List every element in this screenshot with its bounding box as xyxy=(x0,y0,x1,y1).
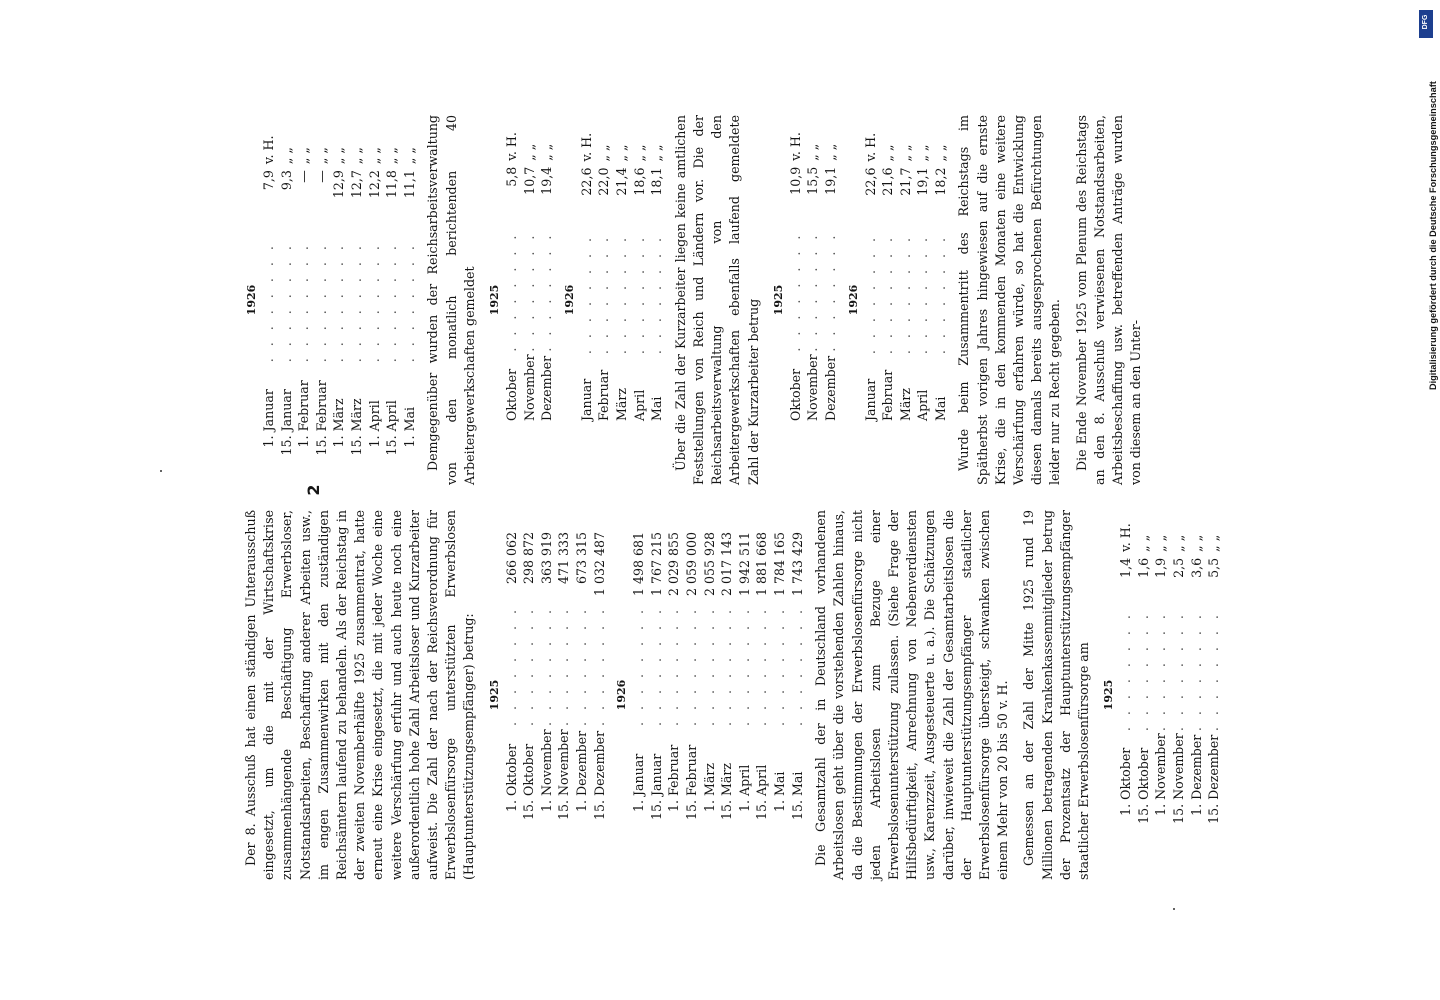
value-cell: 22,0 xyxy=(596,167,612,196)
unit-cell: „ „ xyxy=(384,147,400,165)
table-row xyxy=(804,115,822,421)
day-cell: 1. xyxy=(331,435,347,448)
value-cell: 2 059 000 xyxy=(683,531,699,597)
unit-cell: „ „ xyxy=(521,143,537,161)
leader-dots: . . . . . . . . xyxy=(261,242,276,363)
month-cell: Oktober xyxy=(1118,747,1134,800)
leader-dots: . . . . . . . . xyxy=(1170,611,1186,732)
year-heading: 1926 xyxy=(245,284,258,316)
month-cell: Dezember xyxy=(1206,734,1222,800)
month-cell: April xyxy=(384,400,400,432)
month-cell: April xyxy=(915,389,931,421)
scan-speck xyxy=(160,470,162,472)
table-row xyxy=(578,115,596,421)
day-cell: 15. xyxy=(384,435,400,456)
paragraph-total-unemployed: Die Gesamtzahl der in Deutschland vorhandenen Arbeitslosen geht über die vorstehenden Zahlen hinaus, da die Bestimmungen der Erwerbslosenfürsorge nicht jeden Arbeitslosen zum Bezuge einer Erwerbslosenunterstützung zulassen. (Siehe Frage der Hilfsbedürftigkeit, Anrechnung von Nebenverdiensten usw., Karenzzeit, Ausgesteuerte u. a.). Die Schätzungen darüber, inwieweit die Zahl der Gesamtarbeitslosen die der Hauptunterstützungsempfänger staatlicher Erwerbslosenfürsorge übersteigt, schwanken zwischen einem Mehr von 20 bis 50 v. H. xyxy=(813,510,1011,880)
union-table-1925 xyxy=(503,115,556,421)
month-cell: März xyxy=(348,398,364,432)
value-cell: 21,7 xyxy=(897,167,913,196)
table-row xyxy=(701,532,719,830)
table-row xyxy=(366,115,384,465)
month-cell: März xyxy=(613,387,629,421)
leader-dots: . . . . . . . . xyxy=(683,605,699,726)
day-cell: 1. xyxy=(736,800,752,813)
leader-dots: . . . . . . . . xyxy=(384,242,400,363)
leader-dots: . . . . . . . . xyxy=(538,605,554,726)
leader-dots: . . . . . . . . xyxy=(556,605,572,726)
month-cell: Februar xyxy=(296,380,312,432)
unit-cell: „ „ xyxy=(331,147,347,165)
month-cell: Februar xyxy=(666,744,682,796)
table-row xyxy=(1117,510,1135,830)
month-cell: November xyxy=(1153,733,1169,800)
table-row xyxy=(278,115,296,465)
leader-dots: . . . . . . . . xyxy=(313,242,329,363)
month-cell: November xyxy=(556,729,572,796)
unit-cell: „ „ xyxy=(313,147,329,165)
leader-dots: . . . . . . . . xyxy=(719,605,735,726)
unit-cell: v. H. xyxy=(578,132,594,162)
unit-cell: „ „ xyxy=(822,143,838,161)
table-row xyxy=(631,115,649,421)
table-row xyxy=(591,532,609,830)
month-cell: Oktober xyxy=(521,743,537,796)
month-cell: Oktober xyxy=(503,743,519,796)
day-cell: 15. xyxy=(521,800,537,821)
leader-dots: . . . . . . . . xyxy=(1188,611,1204,732)
day-cell: 15. xyxy=(556,800,572,821)
table-row xyxy=(771,532,789,830)
year-heading: 1925 xyxy=(1102,679,1116,711)
day-cell: 1. xyxy=(1188,803,1204,816)
unit-cell: „ „ xyxy=(631,144,647,162)
unit-cell: „ „ xyxy=(932,144,948,162)
paragraph-crisis: Wurde beim Zusammentritt des Reichstags im Spätherbst vorigen Jahres hingewiesen auf die ernste Krise, die in den kommenden Monaten eine weitere Verschärfung erfahren würde, so hat die Entwicklung diesen damals bereits ausgesprochenen Befürchtungen leider nur zu Recht gegeben. xyxy=(956,115,1063,485)
value-cell: 12,7 xyxy=(348,170,364,199)
leader-dots: . . . . . . . . xyxy=(736,605,752,726)
table-row xyxy=(401,115,419,465)
leader-dots: . . . . . . . . xyxy=(666,605,682,726)
unit-cell: „ „ xyxy=(401,147,417,165)
unit-cell: „ „ xyxy=(278,147,294,165)
paragraph-trade-unions: Demgegenüber wurden der Reichsarbeitsverwaltung von den monatlich berichtenden 40 Arbeitergewerkschaften gemeldet xyxy=(425,115,477,485)
value-cell: 22,6 xyxy=(862,167,878,196)
table-row xyxy=(1188,510,1206,830)
leader-dots: . . . . . . . . xyxy=(771,605,787,726)
day-cell: 1. xyxy=(366,435,382,448)
table-row xyxy=(789,532,807,830)
leader-dots: . . . . . . . . xyxy=(648,605,664,726)
percentage-table-1926 xyxy=(260,115,418,465)
value-cell: 10,9 xyxy=(787,166,803,195)
month-cell: November xyxy=(521,354,537,421)
year-heading: 1926 xyxy=(615,679,629,711)
leader-dots: . . . . . . . . xyxy=(915,234,931,355)
value-cell: 5,5 xyxy=(1206,557,1222,578)
year-heading: 1925 xyxy=(771,284,785,316)
month-cell: März xyxy=(331,398,347,432)
unit-cell: „ „ xyxy=(1206,534,1222,552)
unit-cell: „ „ xyxy=(805,143,821,161)
table-row xyxy=(313,115,331,465)
value-cell: 1,9 xyxy=(1153,557,1169,578)
paragraph-intro: Der 8. Ausschuß hat einen ständigen Unterausschuß eingesetzt, um die mit der Wirtschaftskrise zusammenhängende Beschäftigung Erwerbsloser, Notstandsarbeiten, Beschaffung anderer Arbeiten usw., im engen Zusammenwirken mit den zuständigen Reichsämtern laufend zu behandeln. Als der Reichstag in der zweiten Novemberhälfte 1925 zusammentrat, hatte erneut eine Krise eingesetzt, die mit jeder Woche eine weitere Verschärfung erfuhr und auch heute noch eine außerordentlich hohe Zahl Arbeitsloser und Kurzarbeiter aufweist. Die Zahl der nach der Reichsverordnung für Erwerbslosenfürsorge unterstützten Erwerbslosen (Hauptunterstützungsempfänger) betrug: xyxy=(243,510,477,880)
value-cell: 2 029 855 xyxy=(666,531,682,597)
value-cell: 1,6 xyxy=(1135,557,1151,578)
table-row xyxy=(383,115,401,465)
month-cell: März xyxy=(719,762,735,796)
day-cell: 15. xyxy=(1135,803,1151,824)
day-cell: 1. xyxy=(631,800,647,813)
table-row xyxy=(503,115,521,421)
value-cell: 363 919 xyxy=(538,531,554,585)
leader-dots: . . . . . . . . xyxy=(787,231,803,352)
day-cell: 1. xyxy=(296,435,312,448)
percentage-table-1925 xyxy=(1117,510,1223,830)
value-cell: 10,7 xyxy=(521,166,537,195)
unit-cell: „ „ xyxy=(897,144,913,162)
day-cell: 15. xyxy=(1206,803,1222,824)
value-cell: 7,9 xyxy=(261,170,276,191)
day-cell: 1. xyxy=(538,800,554,813)
day-cell: 1. xyxy=(401,435,417,448)
unit-cell: v. H. xyxy=(787,132,803,161)
value-cell: 19,4 xyxy=(539,166,555,195)
unit-cell: v. H. xyxy=(1118,523,1134,552)
table-row xyxy=(1205,510,1223,830)
value-cell: 1 743 429 xyxy=(789,531,805,597)
month-cell: April xyxy=(366,400,382,432)
month-cell: Oktober xyxy=(787,368,803,421)
month-cell: April xyxy=(754,764,770,796)
unit-cell: „ „ xyxy=(596,144,612,162)
day-cell: 15. xyxy=(648,800,664,821)
leader-dots: . . . . . . . . xyxy=(296,242,312,363)
unit-cell: „ „ xyxy=(915,144,931,162)
value-cell: 18,2 xyxy=(932,167,948,196)
month-cell: November xyxy=(1170,733,1186,800)
day-cell: 15. xyxy=(789,800,805,821)
leader-dots: . . . . . . . . xyxy=(822,231,838,352)
table-row xyxy=(897,115,915,421)
day-cell: 1. xyxy=(771,800,787,813)
leader-dots: . . . . . . . . xyxy=(503,231,519,352)
month-cell: April xyxy=(631,389,647,421)
month-cell: Dezember xyxy=(539,355,555,421)
unit-cell: v. H. xyxy=(503,132,519,161)
month-cell: Mai xyxy=(771,771,787,796)
month-cell: Mai xyxy=(649,396,665,421)
value-cell: 1 881 668 xyxy=(754,531,770,597)
value-cell: 21,4 xyxy=(613,167,629,196)
value-cell: 1 032 487 xyxy=(591,531,607,597)
month-cell: Januar xyxy=(261,389,276,432)
unemployed-table-1925 xyxy=(503,532,609,830)
table-row xyxy=(555,532,573,830)
value-cell: 19,1 xyxy=(822,166,838,195)
table-row xyxy=(914,115,932,421)
leader-dots: . . . . . . . . xyxy=(1118,611,1134,732)
month-cell: November xyxy=(538,729,554,796)
value-cell: 18,6 xyxy=(631,167,647,196)
month-cell: Februar xyxy=(596,369,612,421)
day-cell: 15. xyxy=(719,800,735,821)
table-row xyxy=(613,115,631,421)
leader-dots: . . . . . . . . xyxy=(1206,611,1222,732)
month-cell: Mai xyxy=(932,396,948,421)
leader-dots: . . . . . . . . xyxy=(521,231,537,352)
table-row xyxy=(879,115,897,421)
unit-cell: „ „ xyxy=(1188,534,1204,552)
table-row xyxy=(538,115,556,421)
value-cell: 1 767 215 xyxy=(648,531,664,597)
table-row xyxy=(503,532,521,830)
document-page xyxy=(220,115,1240,880)
value-cell: 1 942 511 xyxy=(736,531,752,597)
value-cell: 12,9 xyxy=(331,170,347,199)
day-cell: 1. xyxy=(1118,803,1134,816)
table-row xyxy=(630,532,648,830)
table-row xyxy=(521,115,539,421)
table-row xyxy=(822,115,840,421)
unemployed-table-1926 xyxy=(630,532,806,830)
value-cell: 11,8 xyxy=(384,170,400,199)
leader-dots: . . . . . . . . xyxy=(701,605,717,726)
unit-cell: „ „ xyxy=(348,147,364,165)
table-row xyxy=(648,115,666,421)
short-time-table-1926 xyxy=(862,115,950,421)
table-row xyxy=(787,115,805,421)
month-cell: März xyxy=(897,387,913,421)
unit-cell: „ „ xyxy=(649,144,665,162)
value-cell: 21,6 xyxy=(880,167,896,196)
value-cell: 1,4 xyxy=(1118,557,1134,578)
table-row xyxy=(718,532,736,830)
leader-dots: . . . . . . . . xyxy=(278,242,294,363)
leader-dots: . . . . . . . . xyxy=(613,234,629,355)
paragraph-short-time-workers: Über die Zahl der Kurzarbeiter liegen keine amtlichen Feststellungen von Reich und Ländern vor. Die der Reichsarbeitsverwaltung von den Arbeitergewerkschaften ebenfalls laufend gemeldete Zahl der Kurzarbeiter betrug xyxy=(672,115,761,485)
value-cell: 18,1 xyxy=(649,167,665,196)
leader-dots: . . . . . . . . xyxy=(539,231,555,352)
value-cell: 1 498 681 xyxy=(631,531,647,597)
leader-dots: . . . . . . . . xyxy=(862,234,878,355)
leader-dots: . . . . . . . . xyxy=(631,605,647,726)
table-row xyxy=(665,532,683,830)
leader-dots: . . . . . . . . xyxy=(805,231,821,352)
table-row xyxy=(595,115,613,421)
day-cell: 1. xyxy=(261,435,276,448)
leader-dots: . . . . . . . . xyxy=(754,605,770,726)
month-cell: Dezember xyxy=(574,730,590,796)
leader-dots: . . . . . . . . xyxy=(503,605,519,726)
paragraph-motions: Die Ende November 1925 vom Plenum des Reichstags an den 8. Ausschuß verwiesenen Notstandsarbeiten, Arbeitsbeschaffung usw. betreffenden Anträge wurden von diesem an den Unter- xyxy=(1073,115,1144,485)
value-cell: 673 315 xyxy=(574,531,590,585)
month-cell: Februar xyxy=(683,744,699,796)
page-number: 2 xyxy=(304,484,323,496)
table-row xyxy=(683,532,701,830)
day-cell: 1. xyxy=(503,800,519,813)
unit-cell: „ „ xyxy=(613,144,629,162)
unit-cell: „ „ xyxy=(296,147,312,165)
leader-dots: . . . . . . . . xyxy=(897,234,913,355)
leader-dots: . . . . . . . . xyxy=(631,234,647,355)
month-cell: Januar xyxy=(631,753,647,796)
union-table-1926 xyxy=(578,115,666,421)
day-cell: 15. xyxy=(591,800,607,821)
year-heading: 1926 xyxy=(846,284,860,316)
table-row xyxy=(1152,510,1170,830)
leader-dots: . . . . . . . . xyxy=(331,242,347,363)
table-row xyxy=(648,532,666,830)
value-cell: 1 784 165 xyxy=(771,531,787,597)
value-cell: 22,6 xyxy=(578,167,594,196)
day-cell: 15. xyxy=(1170,803,1186,824)
month-cell: Dezember xyxy=(591,730,607,796)
month-cell: Januar xyxy=(862,378,878,421)
value-cell: 11,1 xyxy=(401,170,417,199)
day-cell: 15. xyxy=(348,435,364,456)
unit-cell: v. H. xyxy=(261,135,276,165)
table-row xyxy=(260,115,278,465)
month-cell: Mai xyxy=(401,406,417,432)
unit-cell: „ „ xyxy=(880,144,896,162)
table-row xyxy=(348,115,366,465)
leader-dots: . . . . . . . . xyxy=(591,605,607,726)
day-cell: 15. xyxy=(278,435,294,456)
table-row xyxy=(932,115,950,421)
value-cell: 5,8 xyxy=(503,166,519,187)
value-cell: 2 055 928 xyxy=(701,531,717,597)
year-heading: 1926 xyxy=(562,284,576,316)
month-cell: April xyxy=(736,764,752,796)
leader-dots: . . . . . . . . xyxy=(578,234,594,355)
table-row xyxy=(753,532,771,830)
day-cell: 1. xyxy=(574,800,590,813)
table-row xyxy=(538,532,556,830)
month-cell: Dezember xyxy=(822,355,838,421)
value-cell: 2 017 143 xyxy=(719,531,735,597)
value-cell: 15,5 xyxy=(805,166,821,195)
table-row xyxy=(520,532,538,830)
leader-dots: . . . . . . . . xyxy=(366,242,382,363)
day-cell: 1. xyxy=(666,800,682,813)
month-cell: Januar xyxy=(278,389,294,432)
paragraph-percentage: Gemessen an der Zahl der Mitte 1925 rund 19 Millionen betragenden Krankenkassenmitglieder betrug der Prozentsatz der Hauptunterstützungsempfänger staatlicher Erwerbslosenfürsorge am xyxy=(1021,510,1091,880)
leader-dots: . . . . . . . . xyxy=(649,234,665,355)
table-row xyxy=(736,532,754,830)
table-row xyxy=(1170,510,1188,830)
leader-dots: . . . . . . . . xyxy=(789,605,805,726)
month-cell: Januar xyxy=(578,378,594,421)
value-cell: — xyxy=(296,170,312,183)
value-cell: 3,6 xyxy=(1188,557,1204,578)
month-cell: Oktober xyxy=(1135,747,1151,800)
table-row xyxy=(295,115,313,465)
value-cell: 9,3 xyxy=(278,170,294,191)
value-cell: 19,1 xyxy=(915,167,931,196)
leader-dots: . . . . . . . . xyxy=(880,234,896,355)
leader-dots: . . . . . . . . xyxy=(401,242,417,363)
left-column xyxy=(242,510,1229,880)
unit-cell: „ „ xyxy=(366,147,382,165)
leader-dots: . . . . . . . . xyxy=(574,605,590,726)
table-row xyxy=(862,115,880,421)
value-cell: 471 333 xyxy=(556,531,572,585)
leader-dots: . . . . . . . . xyxy=(1153,611,1169,732)
month-cell: Februar xyxy=(313,380,329,432)
short-time-table-1925 xyxy=(787,115,840,421)
day-cell: 1. xyxy=(1153,803,1169,816)
leader-dots: . . . . . . . . xyxy=(596,234,612,355)
unit-cell: v. H. xyxy=(862,132,878,162)
day-cell: 15. xyxy=(313,435,329,456)
day-cell: 15. xyxy=(683,800,699,821)
unit-cell: „ „ xyxy=(539,143,555,161)
day-cell: 15. xyxy=(754,800,770,821)
month-cell: Januar xyxy=(648,753,664,796)
leader-dots: . . . . . . . . xyxy=(1135,611,1151,732)
month-cell: Dezember xyxy=(1188,734,1204,800)
value-cell: 12,2 xyxy=(366,170,382,199)
digitization-credit: Digitalisierung gefördert durch die Deutsche Forschungsgemeinschaft xyxy=(1428,81,1438,390)
scan-speck xyxy=(1173,908,1175,910)
month-cell: März xyxy=(701,762,717,796)
leader-dots: . . . . . . . . xyxy=(932,234,948,355)
dfg-logo: DFG xyxy=(1419,10,1433,38)
table-row xyxy=(1135,510,1153,830)
table-row xyxy=(330,115,348,465)
value-cell: 2,5 xyxy=(1170,557,1186,578)
unit-cell: „ „ xyxy=(1153,534,1169,552)
value-cell: — xyxy=(313,170,329,183)
leader-dots: . . . . . . . . xyxy=(348,242,364,363)
right-column xyxy=(242,115,1154,485)
value-cell: 266 062 xyxy=(503,531,519,585)
year-heading: 1925 xyxy=(487,284,501,316)
table-row xyxy=(573,532,591,830)
month-cell: Februar xyxy=(880,369,896,421)
year-heading: 1925 xyxy=(487,679,501,711)
unit-cell: „ „ xyxy=(1170,534,1186,552)
month-cell: November xyxy=(805,354,821,421)
unit-cell: „ „ xyxy=(1135,534,1151,552)
value-cell: 298 872 xyxy=(521,531,537,585)
day-cell: 1. xyxy=(701,800,717,813)
leader-dots: . . . . . . . . xyxy=(521,605,537,726)
month-cell: Oktober xyxy=(503,368,519,421)
month-cell: Mai xyxy=(789,771,805,796)
